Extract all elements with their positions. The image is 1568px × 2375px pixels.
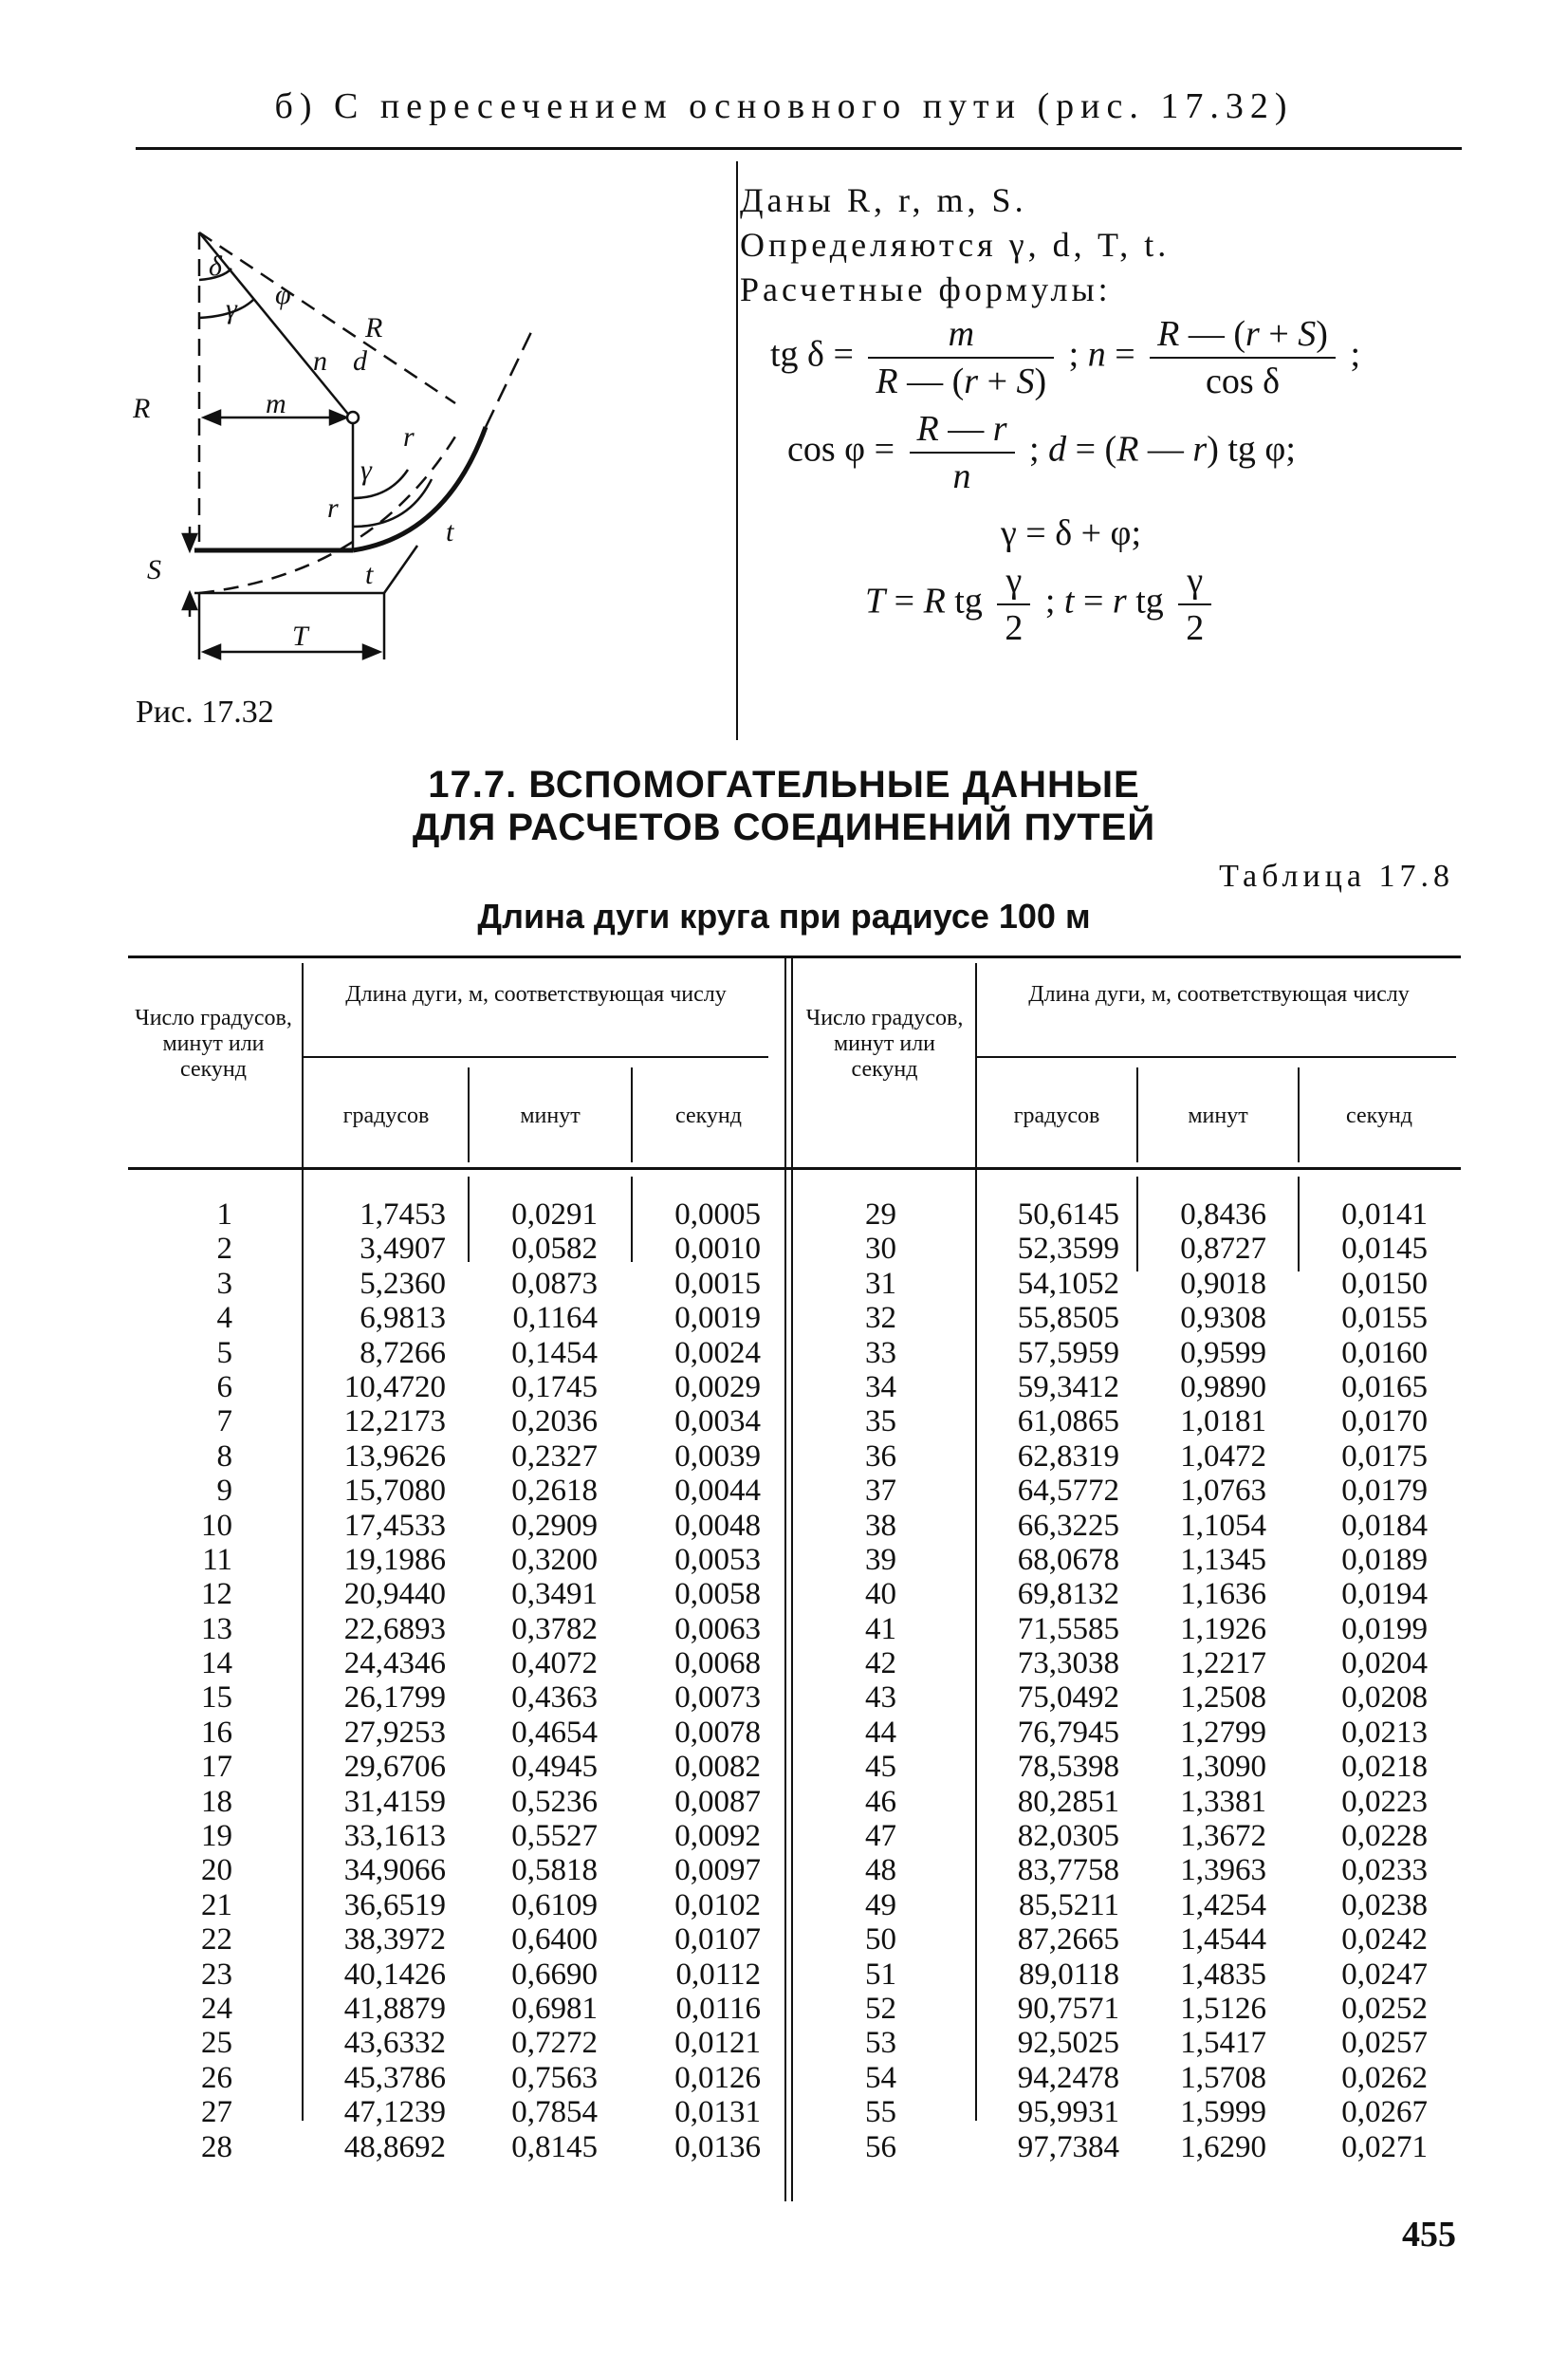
table-cell: 0,9018: [1180, 1266, 1266, 1301]
table-cell: 0,6981: [511, 1991, 598, 2026]
table-cell: 40: [865, 1577, 896, 1612]
table-cell: 24: [201, 1991, 232, 2026]
col-left-n: [142, 1197, 232, 2164]
table-cell: 0,0208: [1341, 1680, 1428, 1716]
formula-tan-delta: tg δ = $\frac{m}{R — (r + S)}$ ; n = $\frac{R — (r + S)}{\text{cos δ}}$ ;: [770, 314, 1360, 401]
table-cell: 54,1052: [1017, 1266, 1119, 1301]
table-cell: 0,6400: [511, 1922, 598, 1958]
table-cell: 49: [865, 1887, 896, 1922]
table-cell: 0,4072: [511, 1646, 598, 1681]
col-right-n: [806, 1197, 896, 2164]
table-cell: 0,0082: [674, 1750, 761, 1785]
table-cell: 39: [865, 1542, 896, 1577]
table-cell: 12: [201, 1577, 232, 1612]
table-cell: 0,0199: [1341, 1611, 1428, 1646]
table-cell: 80,2851: [1017, 1784, 1119, 1819]
table-cell: 0,9890: [1180, 1369, 1266, 1404]
figure-label-gamma2: γ: [360, 455, 372, 486]
table-cell: 26: [201, 2060, 232, 2095]
table-cell: 0,0238: [1341, 1887, 1428, 1922]
figure-label-T: T: [292, 621, 308, 652]
table-cell: 1,1345: [1180, 1542, 1266, 1577]
figure-caption: Рис. 17.32: [136, 695, 274, 730]
table-cell: 28: [201, 2129, 232, 2164]
table-cell: 38,3972: [343, 1922, 446, 1958]
figure-label-n: n: [313, 345, 327, 377]
table-cell: 76,7945: [1017, 1715, 1119, 1750]
table-cell: 0,0058: [674, 1577, 761, 1612]
table-cell: 13,9626: [343, 1438, 446, 1474]
table-cell: 0,0262: [1341, 2060, 1428, 2095]
table-cell: 6: [216, 1369, 232, 1404]
table-cell: 24,4346: [343, 1646, 446, 1681]
table-cell: 17,4533: [343, 1508, 446, 1543]
table-cell: 61,0865: [1017, 1404, 1119, 1439]
table-cell: 62,8319: [1017, 1438, 1119, 1474]
figure-label-gamma: γ: [226, 293, 237, 325]
table-cell: 94,2478: [1017, 2060, 1119, 2095]
table-cell: 0,8145: [511, 2129, 598, 2164]
table-cell: 0,0233: [1341, 1853, 1428, 1888]
col-left-sec: [633, 1197, 761, 2164]
table-cell: 47: [865, 1819, 896, 1854]
table-cell: 0,0179: [1341, 1474, 1428, 1509]
table-cell: 1,6290: [1180, 2129, 1266, 2164]
table-cell: 27,9253: [343, 1715, 446, 1750]
table-cell: 55,8505: [1017, 1301, 1119, 1336]
table-cell: 1,0181: [1180, 1404, 1266, 1439]
table-cell: 1,4254: [1180, 1887, 1266, 1922]
table-cell: 0,7563: [511, 2060, 598, 2095]
table-cell: 0,0010: [674, 1232, 761, 1267]
table-cell: 1: [216, 1197, 232, 1232]
table-cell: 23: [201, 1957, 232, 1992]
table-cell: 47,1239: [343, 2095, 446, 2130]
table-cell: 36: [865, 1438, 896, 1474]
table-cell: 30: [865, 1232, 896, 1267]
table-cell: 0,0252: [1341, 1991, 1428, 2026]
table-cell: 0,0102: [674, 1887, 761, 1922]
table-cell: 0,0228: [1341, 1819, 1428, 1854]
formula-cos-phi: cos φ = $\frac{R — r}{n}$ ; d = (R — r) tg φ;: [787, 409, 1296, 496]
table-center-double-rule: [784, 958, 786, 2201]
table-cell: 0,0141: [1341, 1197, 1428, 1232]
table-cell: 42: [865, 1646, 896, 1681]
table-cell: 57,5959: [1017, 1335, 1119, 1370]
subheader-min-left: минут: [520, 1104, 581, 1128]
table-cell: 25: [201, 2026, 232, 2061]
table-cell: 0,0097: [674, 1853, 761, 1888]
table-cell: 0,7272: [511, 2026, 598, 2061]
table-cell: 32: [865, 1301, 896, 1336]
table-cell: 0,0213: [1341, 1715, 1428, 1750]
table-cell: 50,6145: [1017, 1197, 1119, 1232]
table-cell: 0,0068: [674, 1646, 761, 1681]
table-cell: 1,1054: [1180, 1508, 1266, 1543]
column-divider: [736, 161, 738, 740]
table-cell: 9: [216, 1474, 232, 1509]
table-cell: 0,3782: [511, 1611, 598, 1646]
group-rule-right: [977, 1056, 1456, 1058]
figure-label-r2: r: [327, 492, 339, 524]
table-cell: 40,1426: [343, 1957, 446, 1992]
col-right-sec: [1300, 1197, 1428, 2164]
col-right-min: [1138, 1197, 1266, 2164]
table-cell: 0,0218: [1341, 1750, 1428, 1785]
table-cell: 0,0175: [1341, 1438, 1428, 1474]
table-cell: 1,3963: [1180, 1853, 1266, 1888]
table-cell: 0,9308: [1180, 1301, 1266, 1336]
table-cell: 71,5585: [1017, 1611, 1119, 1646]
table-cell: 18: [201, 1784, 232, 1819]
figure-label-delta: δ: [209, 250, 222, 282]
table-cell: 1,5417: [1180, 2026, 1266, 2061]
table-cell: 0,2909: [511, 1508, 598, 1543]
table-cell: 0,0087: [674, 1784, 761, 1819]
table-cell: 0,8727: [1180, 1232, 1266, 1267]
table-cell: 35: [865, 1404, 896, 1439]
table-cell: 0,1164: [512, 1301, 598, 1336]
table-cell: 0,0247: [1341, 1957, 1428, 1992]
table-cell: 48: [865, 1853, 896, 1888]
table-cell: 68,0678: [1017, 1542, 1119, 1577]
table-cell: 0,9599: [1180, 1335, 1266, 1370]
table-cell: 0,5818: [511, 1853, 598, 1888]
table-cell: 19: [201, 1819, 232, 1854]
table-cell: 22,6893: [343, 1611, 446, 1646]
table-cell: 12,2173: [343, 1404, 446, 1439]
table-cell: 1,4835: [1180, 1957, 1266, 1992]
table-cell: 0,0073: [674, 1680, 761, 1716]
table-cell: 83,7758: [1017, 1853, 1119, 1888]
top-rule: [136, 147, 1462, 150]
table-cell: 21: [201, 1887, 232, 1922]
table-cell: 0,6690: [511, 1957, 598, 1992]
header-count-left: Число градусов, минут или секунд: [135, 1006, 292, 1082]
table-cell: 0,2618: [511, 1474, 598, 1509]
table-cell: 19,1986: [343, 1542, 446, 1577]
table-cell: 3,4907: [360, 1232, 446, 1267]
table-cell: 0,0271: [1341, 2129, 1428, 2164]
table-cell: 7: [216, 1404, 232, 1439]
table-cell: 0,8436: [1180, 1197, 1266, 1232]
table-cell: 75,0492: [1017, 1680, 1119, 1716]
table-cell: 4: [216, 1301, 232, 1336]
table-cell: 52: [865, 1991, 896, 2026]
determined-values: Определяются γ, d, T, t.: [740, 226, 1171, 264]
table-cell: 6,9813: [360, 1301, 446, 1336]
table-cell: 20,9440: [343, 1577, 446, 1612]
table-cell: 1,2217: [1180, 1646, 1266, 1681]
table-cell: 53: [865, 2026, 896, 2061]
table-cell: 0,3491: [511, 1577, 598, 1612]
table-cell: 97,7384: [1017, 2129, 1119, 2164]
col-left-min: [470, 1197, 598, 2164]
table-cell: 0,2036: [511, 1404, 598, 1439]
table-cell: 10,4720: [343, 1369, 446, 1404]
table-header-bottom-rule: [128, 1167, 1461, 1170]
formula-gamma: γ = δ + φ;: [1001, 513, 1142, 553]
table-cell: 0,0165: [1341, 1369, 1428, 1404]
table-cell: 0,0092: [674, 1819, 761, 1854]
table-cell: 0,0223: [1341, 1784, 1428, 1819]
table-cell: 41: [865, 1611, 896, 1646]
table-cell: 50: [865, 1922, 896, 1958]
table-cell: 8,7266: [360, 1335, 446, 1370]
header-group-left: Длина дуги, м, соответствующая числу: [345, 982, 727, 1007]
table-cell: 0,0044: [674, 1474, 761, 1509]
table-top-rule: [128, 956, 1461, 958]
table-cell: 1,1926: [1180, 1611, 1266, 1646]
table-cell: 78,5398: [1017, 1750, 1119, 1785]
table-cell: 52,3599: [1017, 1232, 1119, 1267]
table-cell: 0,2327: [511, 1438, 598, 1474]
table-cell: 1,0763: [1180, 1474, 1266, 1509]
table-cell: 66,3225: [1017, 1508, 1119, 1543]
table-cell: 1,5999: [1180, 2095, 1266, 2130]
header-count-right: Число градусов, минут или секунд: [805, 1006, 964, 1082]
table-cell: 3: [216, 1266, 232, 1301]
table-cell: 33: [865, 1335, 896, 1370]
table-cell: 1,2508: [1180, 1680, 1266, 1716]
table-cell: 43: [865, 1680, 896, 1716]
table-cell: 0,0015: [674, 1266, 761, 1301]
subheader-deg-right: градусов: [1013, 1104, 1100, 1128]
header-group-right: Длина дуги, м, соответствующая числу: [1028, 982, 1410, 1007]
table-cell: 17: [201, 1750, 232, 1785]
table-cell: 0,3200: [511, 1542, 598, 1577]
table-cell: 87,2665: [1017, 1922, 1119, 1958]
table-cell: 0,0257: [1341, 2026, 1428, 2061]
table-cell: 0,0131: [674, 2095, 761, 2130]
table-cell: 5: [216, 1335, 232, 1370]
page-number: 455: [1402, 2215, 1456, 2254]
subheader-min-right: минут: [1188, 1104, 1248, 1128]
table-cell: 1,7453: [360, 1197, 446, 1232]
table-cell: 46: [865, 1784, 896, 1819]
table-cell: 15: [201, 1680, 232, 1716]
table-cell: 0,7854: [511, 2095, 598, 2130]
given-values: Даны R, r, m, S.: [740, 181, 1027, 219]
table-cell: 0,4654: [511, 1715, 598, 1750]
table-cell: 69,8132: [1017, 1577, 1119, 1612]
table-cell: 0,0267: [1341, 2095, 1428, 2130]
table-cell: 0,0063: [674, 1611, 761, 1646]
table-cell: 0,1454: [511, 1335, 598, 1370]
table-cell: 0,0005: [674, 1197, 761, 1232]
table-cell: 0,6109: [511, 1887, 598, 1922]
table-cell: 29: [865, 1197, 896, 1232]
table-cell: 0,0039: [674, 1438, 761, 1474]
table-cell: 31,4159: [343, 1784, 446, 1819]
table-cell: 0,0126: [674, 2060, 761, 2095]
table-cell: 0,0019: [674, 1301, 761, 1336]
table-cell: 0,1745: [511, 1369, 598, 1404]
figure-label-S: S: [147, 554, 161, 585]
section-title-line1: 17.7. ВСПОМОГАТЕЛЬНЫЕ ДАННЫЕ: [428, 764, 1140, 806]
subheader-sec-left: секунд: [675, 1104, 742, 1128]
table-cell: 0,0873: [511, 1266, 598, 1301]
section-title-line2: ДЛЯ РАСЧЕТОВ СОЕДИНЕНИЙ ПУТЕЙ: [412, 807, 1156, 848]
table-cell: 0,0150: [1341, 1266, 1428, 1301]
table-cell: 1,5126: [1180, 1991, 1266, 2026]
table-cell: 51: [865, 1957, 896, 1992]
table-cell: 31: [865, 1266, 896, 1301]
table-cell: 33,1613: [343, 1819, 446, 1854]
table-cell: 0,4363: [511, 1680, 598, 1716]
table-cell: 0,5527: [511, 1819, 598, 1854]
table-cell: 0,0107: [674, 1922, 761, 1958]
table-cell: 1,1636: [1180, 1577, 1266, 1612]
subheader-sec-right: секунд: [1346, 1104, 1412, 1128]
figure-label-phi: φ: [275, 279, 291, 310]
figure-label-d: d: [353, 345, 367, 377]
group-rule-left: [304, 1056, 768, 1058]
table-cell: 0,0034: [674, 1404, 761, 1439]
table-cell: 55: [865, 2095, 896, 2130]
table-cell: 1,3381: [1180, 1784, 1266, 1819]
table-cell: 44: [865, 1715, 896, 1750]
table-cell: 0,0121: [674, 2026, 761, 2061]
table-cell: 0,0053: [674, 1542, 761, 1577]
col-left-deg: [304, 1197, 446, 2164]
table-cell: 34: [865, 1369, 896, 1404]
table-cell: 27: [201, 2095, 232, 2130]
page-heading: б) С пересечением основного пути (рис. 17.32): [274, 86, 1294, 126]
table-cell: 41,8879: [343, 1991, 446, 2026]
table-cell: 89,0118: [1018, 1957, 1119, 1992]
table-cell: 1,0472: [1180, 1438, 1266, 1474]
table-cell: 0,0024: [674, 1335, 761, 1370]
table-cell: 15,7080: [343, 1474, 446, 1509]
col-right-deg: [977, 1197, 1119, 2164]
table-subtitle: Длина дуги круга при радиусе 100 м: [477, 897, 1091, 936]
table-cell: 0,0116: [675, 1991, 761, 2026]
table-cell: 45,3786: [343, 2060, 446, 2095]
table-cell: 0,0194: [1341, 1577, 1428, 1612]
subheader-deg-left: градусов: [342, 1104, 430, 1128]
table-cell: 0,0112: [675, 1957, 761, 1992]
figure-label-m: m: [266, 388, 286, 419]
table-cell: 1,4544: [1180, 1922, 1266, 1958]
table-cell: 37: [865, 1474, 896, 1509]
figure-label-r: r: [403, 421, 415, 453]
table-cell: 43,6332: [343, 2026, 446, 2061]
table-cell: 29,6706: [343, 1750, 446, 1785]
table-cell: 64,5772: [1017, 1474, 1119, 1509]
table-cell: 10: [201, 1508, 232, 1543]
table-label: Таблица 17.8: [1219, 859, 1454, 894]
table-cell: 1,5708: [1180, 2060, 1266, 2095]
table-cell: 0,0136: [674, 2129, 761, 2164]
table-cell: 0,0078: [674, 1715, 761, 1750]
table-cell: 34,9066: [343, 1853, 446, 1888]
table-cell: 38: [865, 1508, 896, 1543]
figure-17-32: [133, 213, 550, 669]
formulas-heading: Расчетные формулы:: [740, 270, 1112, 308]
table-cell: 26,1799: [343, 1680, 446, 1716]
table-cell: 0,0291: [511, 1197, 598, 1232]
table-cell: 0,0189: [1341, 1542, 1428, 1577]
table-cell: 0,5236: [511, 1784, 598, 1819]
table-cell: 1,2799: [1180, 1715, 1266, 1750]
figure-label-R2: R: [365, 312, 383, 343]
table-cell: 0,0204: [1341, 1646, 1428, 1681]
table-cell: 82,0305: [1017, 1819, 1119, 1854]
figure-label-R: R: [133, 393, 151, 424]
table-cell: 54: [865, 2060, 896, 2095]
table-cell: 0,0242: [1341, 1922, 1428, 1958]
figure-label-t2: t: [365, 559, 374, 590]
table-cell: 8: [216, 1438, 232, 1474]
table-cell: 1,3672: [1180, 1819, 1266, 1854]
table-cell: 5,2360: [360, 1266, 446, 1301]
figure-label-t: t: [446, 516, 454, 547]
table-cell: 14: [201, 1646, 232, 1681]
table-cell: 92,5025: [1017, 2026, 1119, 2061]
table-cell: 22: [201, 1922, 232, 1958]
table-cell: 73,3038: [1017, 1646, 1119, 1681]
table-cell: 36,6519: [343, 1887, 446, 1922]
table-cell: 85,5211: [1018, 1887, 1119, 1922]
table-cell: 20: [201, 1853, 232, 1888]
table-cell: 0,0160: [1341, 1335, 1428, 1370]
table-cell: 0,0582: [511, 1232, 598, 1267]
table-cell: 48,8692: [343, 2129, 446, 2164]
table-cell: 45: [865, 1750, 896, 1785]
table-cell: 0,0155: [1341, 1301, 1428, 1336]
table-cell: 0,0029: [674, 1369, 761, 1404]
formula-T-t: T = R tg $\frac{\gamma}{2}$ ; t = r tg $\frac{\gamma}{2}$: [865, 560, 1217, 649]
table-cell: 90,7571: [1017, 1991, 1119, 2026]
table-cell: 95,9931: [1017, 2095, 1119, 2130]
table-cell: 13: [201, 1611, 232, 1646]
table-cell: 16: [201, 1715, 232, 1750]
table-cell: 0,0170: [1341, 1404, 1428, 1439]
table-cell: 0,0184: [1341, 1508, 1428, 1543]
table-cell: 2: [216, 1232, 232, 1267]
table-cell: 0,0145: [1341, 1232, 1428, 1267]
table-cell: 56: [865, 2129, 896, 2164]
table-cell: 0,0048: [674, 1508, 761, 1543]
table-cell: 59,3412: [1017, 1369, 1119, 1404]
table-cell: 0,4945: [511, 1750, 598, 1785]
table-cell: 11: [202, 1542, 232, 1577]
table-cell: 1,3090: [1180, 1750, 1266, 1785]
